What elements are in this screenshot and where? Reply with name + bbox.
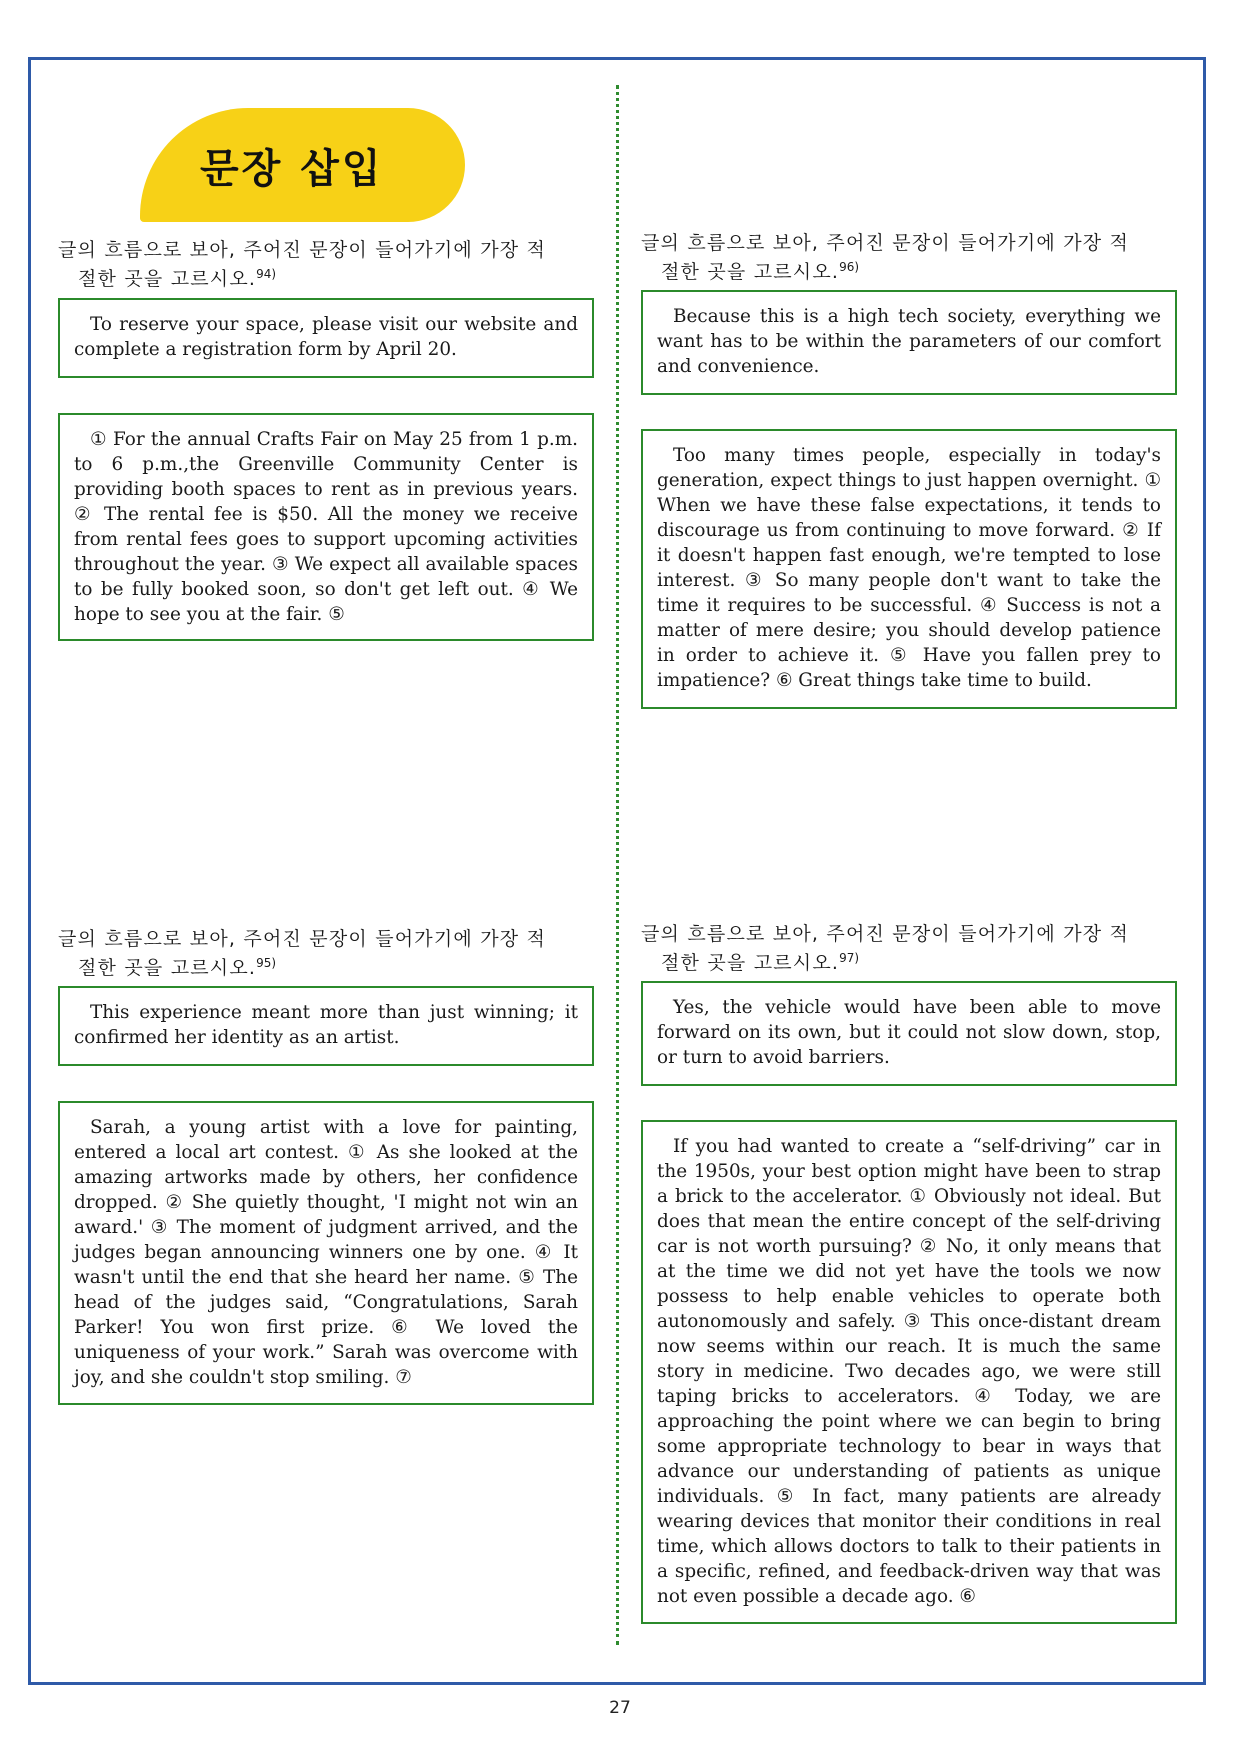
question-96-instruction xyxy=(641,231,1177,284)
question-number: 97) xyxy=(839,951,860,965)
question-96-given-sentence: Because this is a high tech society, everything we want has to be within the parameters of our comfort and convenience. xyxy=(641,290,1177,395)
instruction-line-2: 절한 곳을 고르시오. xyxy=(661,261,840,283)
column-divider xyxy=(616,85,619,1645)
instruction-line-2: 절한 곳을 고르시오. xyxy=(661,952,840,974)
instruction-line-1: 글의 흐름으로 보아, 주어진 문장이 들어가기에 가장 적 xyxy=(641,232,1130,254)
section-banner xyxy=(140,108,465,222)
question-number: 95) xyxy=(256,956,277,970)
instruction-line-2: 절한 곳을 고르시오. xyxy=(78,957,257,979)
question-95-instruction xyxy=(58,927,594,980)
instruction-line-2: 절한 곳을 고르시오. xyxy=(78,268,257,290)
question-97-instruction xyxy=(641,922,1177,975)
instruction-line-1: 글의 흐름으로 보아, 주어진 문장이 들어가기에 가장 적 xyxy=(641,923,1130,945)
instruction-line-1: 글의 흐름으로 보아, 주어진 문장이 들어가기에 가장 적 xyxy=(58,239,547,261)
question-96-passage: Too many times people, especially in today's generation, expect things to just happen overnight. ① When we have these false expectations, it tends to discourage us from continuing to move forward. ② If it doesn't happen fast enough, we're tempted to lose interest. ③ So many people don't want to take the time it requires to be successful. ④ Success is not a matter of mere desire; you should develop patience in order to achieve it. ⑤ Have you fallen prey to impatience? ⑥ Great things take time to build. xyxy=(641,429,1177,709)
question-94-given-sentence: To reserve your space, please visit our website and complete a registration form by April 20. xyxy=(58,298,594,378)
question-95-passage: Sarah, a young artist with a love for painting, entered a local art contest. ① As she looked at the amazing artworks made by others, her confidence dropped. ② She quietly thought, 'I might not win an award.' ③ The moment of judgment arrived, and the judges began announcing winners one by one. ④ It wasn't until the end that she heard her name. ⑤ The head of the judges said, “Congratulations, Sarah Parker! You won first prize. ⑥ We loved the uniqueness of your work.” Sarah was overcome with joy, and she couldn't stop smiling. ⑦ xyxy=(58,1101,594,1405)
question-94-passage: ① For the annual Crafts Fair on May 25 from 1 p.m. to 6 p.m.,the Greenville Community Center is providing booth spaces to rent as in previous years. ② The rental fee is $50. All the money we receive from rental fees goes to support upcoming activities throughout the year. ③ We expect all available spaces to be fully booked soon, so don't get left out. ④ We hope to see you at the fair. ⑤ xyxy=(58,413,594,641)
question-95-given-sentence: This experience meant more than just winning; it confirmed her identity as an artist. xyxy=(58,986,594,1066)
instruction-line-1: 글의 흐름으로 보아, 주어진 문장이 들어가기에 가장 적 xyxy=(58,928,547,950)
question-94-instruction xyxy=(58,238,594,291)
page-number: 27 xyxy=(609,1698,631,1718)
question-97-passage: If you had wanted to create a “self-driving” car in the 1950s, your best option might have been to strap a brick to the accelerator. ① Obviously not ideal. But does that mean the entire concept of the self-driving car is not worth pursuing? ② No, it only means that at the time we did not yet have the tools we now possess to help enable vehicles to operate both autonomously and safely. ③ This once-distant dream now seems within our reach. It is much the same story in medicine. Two decades ago, we were still taping bricks to accelerators. ④ Today, we are approaching the point where we can begin to bring some appropriate technology to bear in ways that advance our understanding of patients as unique individuals. ⑤ In fact, many patients are already wearing devices that monitor their conditions in real time, which allows doctors to talk to their patients in a specific, refined, and feedback-driven way that was not even possible a decade ago. ⑥ xyxy=(641,1120,1177,1624)
question-number: 96) xyxy=(839,260,860,274)
question-number: 94) xyxy=(256,267,277,281)
question-97-given-sentence: Yes, the vehicle would have been able to move forward on its own, but it could not slow down, stop, or turn to avoid barriers. xyxy=(641,981,1177,1086)
section-title: 문장 삽입 xyxy=(200,145,384,192)
